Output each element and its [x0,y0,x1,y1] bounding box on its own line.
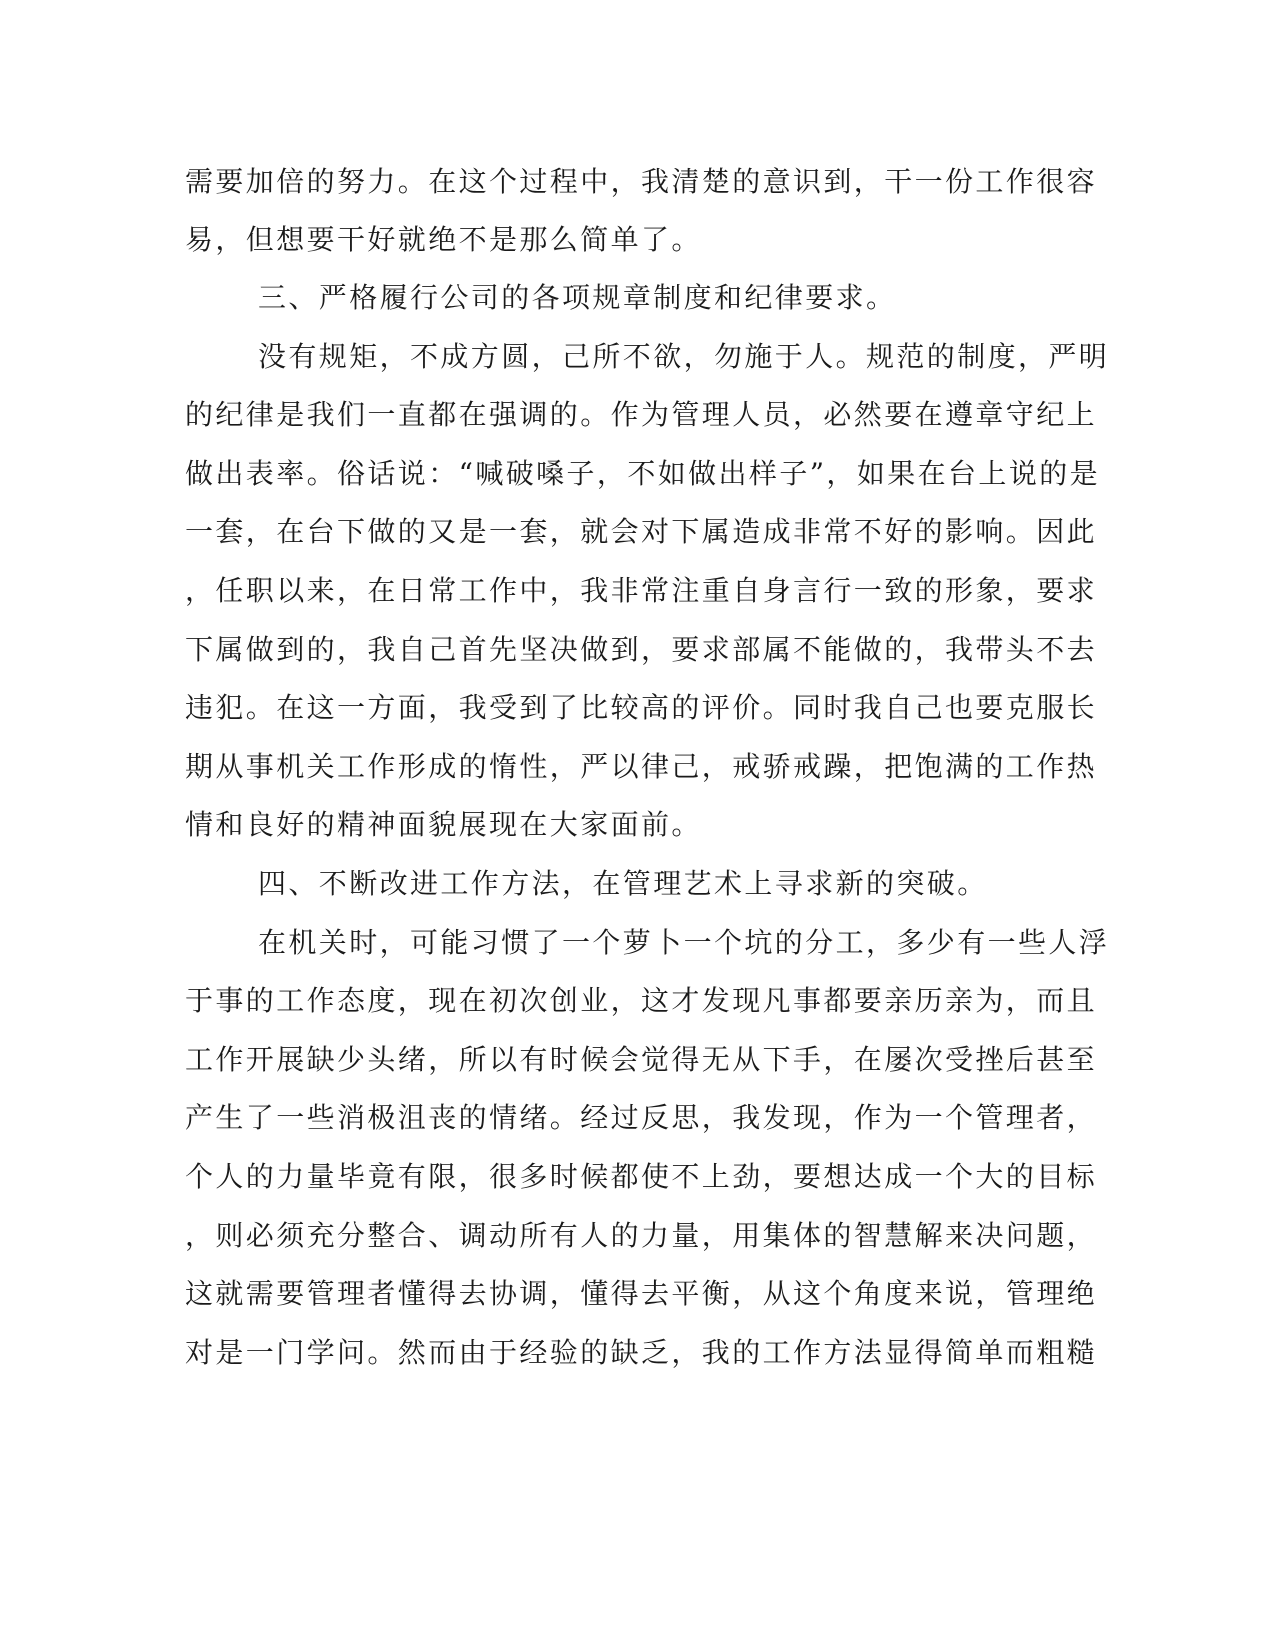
body-text-line: 情和良好的精神面貌展现在大家面前。 [185,808,702,841]
body-text-line: 期从事机关工作形成的惰性，严以律己，戒骄戒躁，把饱满的工作热 [185,750,1098,783]
body-text-line: 做出表率。俗话说：“喊破嗓子，不如做出样子”，如果在台上说的是 [185,457,1101,490]
body-text-line: 这就需要管理者懂得去协调，懂得去平衡，从这个角度来说，管理绝 [185,1277,1098,1310]
body-text-line: 工作开展缺少头绪，所以有时候会觉得无从下手，在屡次受挫后甚至 [185,1043,1098,1076]
paragraph-start-line: 在机关时，可能习惯了一个萝卜一个坑的分工，多少有一些人浮 [258,926,1110,959]
body-text-line: 一套，在台下做的又是一套，就会对下属造成非常不好的影响。因此 [185,515,1098,548]
section-heading-4: 四、不断改进工作方法，在管理艺术上寻求新的突破。 [258,867,988,900]
body-text-line: 产生了一些消极沮丧的情绪。经过反思，我发现，作为一个管理者， [185,1101,1098,1134]
body-text-line: ，任职以来，在日常工作中，我非常注重自身言行一致的形象，要求 [185,574,1098,607]
body-text-line: 于事的工作态度，现在初次创业，这才发现凡事都要亲历亲为，而且 [185,984,1098,1017]
body-text-line: 个人的力量毕竟有限，很多时候都使不上劲，要想达成一个大的目标 [185,1160,1098,1193]
body-text-line: 下属做到的，我自己首先坚决做到，要求部属不能做的，我带头不去 [185,633,1098,666]
body-text-line: ，则必须充分整合、调动所有人的力量，用集体的智慧解来决问题， [185,1219,1098,1252]
body-text-line: 对是一门学问。然而由于经验的缺乏，我的工作方法显得简单而粗糙 [185,1336,1098,1369]
paragraph-start-line: 没有规矩，不成方圆，己所不欲，勿施于人。规范的制度，严明 [258,340,1110,373]
body-text-line: 易，但想要干好就绝不是那么简单了。 [185,223,702,256]
body-text-line: 需要加倍的努力。在这个过程中，我清楚的意识到，干一份工作很容 [185,165,1098,198]
body-text-line: 违犯。在这一方面，我受到了比较高的评价。同时我自己也要克服长 [185,691,1098,724]
body-text-line: 的纪律是我们一直都在强调的。作为管理人员，必然要在遵章守纪上 [185,398,1098,431]
section-heading-3: 三、严格履行公司的各项规章制度和纪律要求。 [258,281,897,314]
